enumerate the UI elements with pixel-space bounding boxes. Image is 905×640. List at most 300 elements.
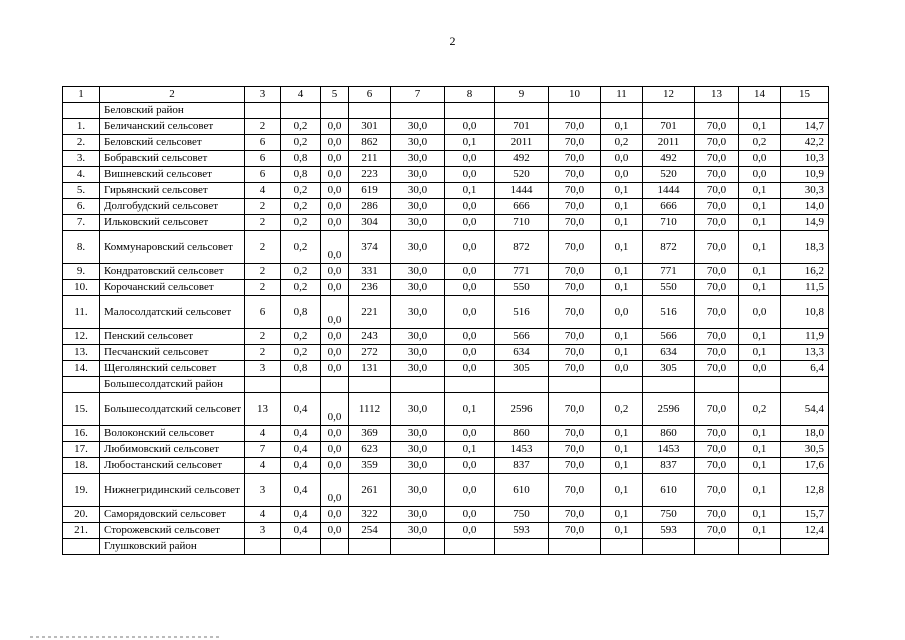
value-cell-col-11: 0,0 bbox=[601, 167, 643, 183]
value-cell-col-13: 70,0 bbox=[695, 264, 739, 280]
value-cell-col-10: 70,0 bbox=[549, 167, 601, 183]
value-cell-col-7: 30,0 bbox=[391, 264, 445, 280]
value-cell-col-6: 286 bbox=[349, 199, 391, 215]
table-row bbox=[63, 199, 829, 215]
empty-cell bbox=[391, 103, 445, 119]
value-cell-col-4: 0,8 bbox=[281, 167, 321, 183]
table-row bbox=[63, 215, 829, 231]
table-row bbox=[63, 345, 829, 361]
value-cell-col-11: 0,1 bbox=[601, 329, 643, 345]
column-header-11: 11 bbox=[601, 87, 643, 103]
table-row bbox=[63, 280, 829, 296]
column-header-6: 6 bbox=[349, 87, 391, 103]
value-cell-col-3: 3 bbox=[245, 523, 281, 539]
value-cell-col-5: 0,0 bbox=[321, 474, 349, 507]
value-cell-col-13: 70,0 bbox=[695, 458, 739, 474]
value-cell-col-11: 0,1 bbox=[601, 215, 643, 231]
empty-cell bbox=[695, 377, 739, 393]
empty-cell bbox=[391, 539, 445, 555]
value-cell-col-7: 30,0 bbox=[391, 215, 445, 231]
value-cell-col-14: 0,1 bbox=[739, 442, 781, 458]
value-cell-col-12: 860 bbox=[643, 426, 695, 442]
table-row bbox=[63, 151, 829, 167]
empty-cell bbox=[495, 377, 549, 393]
row-number-cell: 10. bbox=[63, 280, 100, 296]
value-cell-col-9: 771 bbox=[495, 264, 549, 280]
value-cell-col-13: 70,0 bbox=[695, 183, 739, 199]
value-cell-col-7: 30,0 bbox=[391, 523, 445, 539]
empty-cell bbox=[549, 377, 601, 393]
value-cell-col-3: 6 bbox=[245, 167, 281, 183]
value-cell-col-11: 0,2 bbox=[601, 135, 643, 151]
settlement-name: Нижнегридинский сельсовет bbox=[100, 474, 245, 507]
row-number-cell: 15. bbox=[63, 393, 100, 426]
district-section-row bbox=[63, 539, 829, 555]
settlement-name: Пенский сельсовет bbox=[100, 329, 245, 345]
value-cell-col-15: 14,7 bbox=[781, 119, 829, 135]
value-cell-col-7: 30,0 bbox=[391, 393, 445, 426]
row-number-cell: 19. bbox=[63, 474, 100, 507]
table-row bbox=[63, 523, 829, 539]
value-cell-col-4: 0,8 bbox=[281, 361, 321, 377]
value-cell-col-7: 30,0 bbox=[391, 345, 445, 361]
value-cell-col-6: 243 bbox=[349, 329, 391, 345]
value-cell-col-10: 70,0 bbox=[549, 135, 601, 151]
value-cell-col-12: 1444 bbox=[643, 183, 695, 199]
value-cell-col-10: 70,0 bbox=[549, 523, 601, 539]
column-header-12: 12 bbox=[643, 87, 695, 103]
value-cell-col-10: 70,0 bbox=[549, 458, 601, 474]
value-cell-col-3: 2 bbox=[245, 345, 281, 361]
value-cell-col-5: 0,0 bbox=[321, 426, 349, 442]
value-cell-col-9: 520 bbox=[495, 167, 549, 183]
value-cell-col-15: 12,8 bbox=[781, 474, 829, 507]
empty-cell bbox=[245, 103, 281, 119]
value-cell-col-5: 0,0 bbox=[321, 507, 349, 523]
value-cell-col-9: 710 bbox=[495, 215, 549, 231]
value-cell-col-6: 623 bbox=[349, 442, 391, 458]
empty-cell bbox=[643, 103, 695, 119]
value-cell-col-5: 0,0 bbox=[321, 442, 349, 458]
value-cell-col-13: 70,0 bbox=[695, 151, 739, 167]
value-cell-col-10: 70,0 bbox=[549, 199, 601, 215]
value-cell-col-13: 70,0 bbox=[695, 167, 739, 183]
value-cell-col-9: 634 bbox=[495, 345, 549, 361]
value-cell-col-12: 566 bbox=[643, 329, 695, 345]
row-number-cell: 6. bbox=[63, 199, 100, 215]
value-cell-col-8: 0,1 bbox=[445, 442, 495, 458]
value-cell-col-5: 0,0 bbox=[321, 264, 349, 280]
value-cell-col-13: 70,0 bbox=[695, 215, 739, 231]
settlement-name: Щеголянский сельсовет bbox=[100, 361, 245, 377]
value-cell-col-9: 2596 bbox=[495, 393, 549, 426]
value-cell-col-4: 0,2 bbox=[281, 280, 321, 296]
value-cell-col-12: 516 bbox=[643, 296, 695, 329]
value-cell-col-13: 70,0 bbox=[695, 426, 739, 442]
value-cell-col-14: 0,1 bbox=[739, 523, 781, 539]
row-number-cell: 16. bbox=[63, 426, 100, 442]
table-row bbox=[63, 231, 829, 264]
table-row bbox=[63, 426, 829, 442]
value-cell-col-6: 236 bbox=[349, 280, 391, 296]
empty-cell bbox=[739, 103, 781, 119]
value-cell-col-10: 70,0 bbox=[549, 183, 601, 199]
value-cell-col-4: 0,2 bbox=[281, 231, 321, 264]
empty-cell bbox=[321, 103, 349, 119]
value-cell-col-14: 0,1 bbox=[739, 474, 781, 507]
settlement-name: Коммунаровский сельсовет bbox=[100, 231, 245, 264]
value-cell-col-7: 30,0 bbox=[391, 199, 445, 215]
value-cell-col-12: 666 bbox=[643, 199, 695, 215]
value-cell-col-15: 10,3 bbox=[781, 151, 829, 167]
value-cell-col-7: 30,0 bbox=[391, 183, 445, 199]
value-cell-col-6: 322 bbox=[349, 507, 391, 523]
value-cell-col-6: 301 bbox=[349, 119, 391, 135]
row-number-cell: 8. bbox=[63, 231, 100, 264]
value-cell-col-4: 0,2 bbox=[281, 183, 321, 199]
value-cell-col-11: 0,1 bbox=[601, 345, 643, 361]
empty-cell bbox=[739, 539, 781, 555]
column-header-10: 10 bbox=[549, 87, 601, 103]
empty-cell bbox=[781, 539, 829, 555]
row-number-cell: 14. bbox=[63, 361, 100, 377]
value-cell-col-13: 70,0 bbox=[695, 361, 739, 377]
value-cell-col-10: 70,0 bbox=[549, 474, 601, 507]
empty-cell bbox=[549, 103, 601, 119]
value-cell-col-15: 30,5 bbox=[781, 442, 829, 458]
value-cell-col-7: 30,0 bbox=[391, 442, 445, 458]
value-cell-col-4: 0,4 bbox=[281, 458, 321, 474]
value-cell-col-15: 11,5 bbox=[781, 280, 829, 296]
table-row bbox=[63, 167, 829, 183]
empty-cell bbox=[391, 377, 445, 393]
table-row bbox=[63, 329, 829, 345]
settlement-name: Беличанский сельсовет bbox=[100, 119, 245, 135]
value-cell-col-15: 12,4 bbox=[781, 523, 829, 539]
district-section-row bbox=[63, 103, 829, 119]
value-cell-col-14: 0,1 bbox=[739, 329, 781, 345]
value-cell-col-5: 0,0 bbox=[321, 280, 349, 296]
value-cell-col-15: 14,9 bbox=[781, 215, 829, 231]
value-cell-col-7: 30,0 bbox=[391, 329, 445, 345]
value-cell-col-11: 0,1 bbox=[601, 231, 643, 264]
value-cell-col-6: 223 bbox=[349, 167, 391, 183]
value-cell-col-10: 70,0 bbox=[549, 329, 601, 345]
value-cell-col-13: 70,0 bbox=[695, 119, 739, 135]
value-cell-col-5: 0,0 bbox=[321, 119, 349, 135]
value-cell-col-12: 837 bbox=[643, 458, 695, 474]
value-cell-col-8: 0,0 bbox=[445, 329, 495, 345]
settlement-name: Кондратовский сельсовет bbox=[100, 264, 245, 280]
empty-cell bbox=[495, 539, 549, 555]
header-row bbox=[63, 87, 829, 103]
value-cell-col-14: 0,1 bbox=[739, 345, 781, 361]
value-cell-col-10: 70,0 bbox=[549, 264, 601, 280]
value-cell-col-4: 0,4 bbox=[281, 442, 321, 458]
value-cell-col-14: 0,1 bbox=[739, 215, 781, 231]
value-cell-col-9: 1444 bbox=[495, 183, 549, 199]
row-number-cell bbox=[63, 539, 100, 555]
value-cell-col-4: 0,4 bbox=[281, 507, 321, 523]
value-cell-col-8: 0,0 bbox=[445, 426, 495, 442]
value-cell-col-8: 0,0 bbox=[445, 345, 495, 361]
value-cell-col-6: 331 bbox=[349, 264, 391, 280]
empty-cell bbox=[445, 103, 495, 119]
district-section-row bbox=[63, 377, 829, 393]
value-cell-col-14: 0,1 bbox=[739, 231, 781, 264]
value-cell-col-11: 0,0 bbox=[601, 151, 643, 167]
value-cell-col-9: 566 bbox=[495, 329, 549, 345]
value-cell-col-7: 30,0 bbox=[391, 426, 445, 442]
value-cell-col-7: 30,0 bbox=[391, 474, 445, 507]
column-header-13: 13 bbox=[695, 87, 739, 103]
column-header-1: 1 bbox=[63, 87, 100, 103]
value-cell-col-3: 2 bbox=[245, 329, 281, 345]
empty-cell bbox=[643, 539, 695, 555]
value-cell-col-12: 872 bbox=[643, 231, 695, 264]
value-cell-col-13: 70,0 bbox=[695, 231, 739, 264]
value-cell-col-13: 70,0 bbox=[695, 280, 739, 296]
value-cell-col-12: 593 bbox=[643, 523, 695, 539]
value-cell-col-9: 610 bbox=[495, 474, 549, 507]
settlement-name: Бобравский сельсовет bbox=[100, 151, 245, 167]
column-header-15: 15 bbox=[781, 87, 829, 103]
value-cell-col-10: 70,0 bbox=[549, 507, 601, 523]
empty-cell bbox=[445, 539, 495, 555]
value-cell-col-4: 0,8 bbox=[281, 296, 321, 329]
value-cell-col-15: 11,9 bbox=[781, 329, 829, 345]
value-cell-col-8: 0,0 bbox=[445, 523, 495, 539]
value-cell-col-11: 0,1 bbox=[601, 119, 643, 135]
table-row bbox=[63, 361, 829, 377]
column-header-5: 5 bbox=[321, 87, 349, 103]
empty-cell bbox=[349, 103, 391, 119]
empty-cell bbox=[281, 377, 321, 393]
value-cell-col-14: 0,0 bbox=[739, 361, 781, 377]
value-cell-col-10: 70,0 bbox=[549, 393, 601, 426]
value-cell-col-15: 14,0 bbox=[781, 199, 829, 215]
value-cell-col-8: 0,0 bbox=[445, 231, 495, 264]
value-cell-col-14: 0,2 bbox=[739, 135, 781, 151]
value-cell-col-8: 0,0 bbox=[445, 458, 495, 474]
value-cell-col-12: 520 bbox=[643, 167, 695, 183]
empty-cell bbox=[695, 539, 739, 555]
value-cell-col-14: 0,1 bbox=[739, 507, 781, 523]
settlement-name: Песчанский сельсовет bbox=[100, 345, 245, 361]
value-cell-col-5: 0,0 bbox=[321, 183, 349, 199]
table-row bbox=[63, 393, 829, 426]
value-cell-col-4: 0,2 bbox=[281, 135, 321, 151]
value-cell-col-10: 70,0 bbox=[549, 119, 601, 135]
settlement-name: Волоконский сельсовет bbox=[100, 426, 245, 442]
settlement-name: Большесолдатский сельсовет bbox=[100, 393, 245, 426]
value-cell-col-3: 2 bbox=[245, 215, 281, 231]
value-cell-col-8: 0,0 bbox=[445, 296, 495, 329]
settlement-name: Сторожевский сельсовет bbox=[100, 523, 245, 539]
value-cell-col-3: 6 bbox=[245, 296, 281, 329]
value-cell-col-10: 70,0 bbox=[549, 361, 601, 377]
value-cell-col-15: 17,6 bbox=[781, 458, 829, 474]
row-number-cell: 13. bbox=[63, 345, 100, 361]
value-cell-col-14: 0,0 bbox=[739, 151, 781, 167]
row-number-cell bbox=[63, 103, 100, 119]
value-cell-col-9: 2011 bbox=[495, 135, 549, 151]
value-cell-col-10: 70,0 bbox=[549, 296, 601, 329]
value-cell-col-3: 4 bbox=[245, 507, 281, 523]
value-cell-col-8: 0,0 bbox=[445, 507, 495, 523]
value-cell-col-4: 0,4 bbox=[281, 474, 321, 507]
settlement-name: Ильковский сельсовет bbox=[100, 215, 245, 231]
empty-cell bbox=[601, 539, 643, 555]
settlement-name: Долгобудский сельсовет bbox=[100, 199, 245, 215]
value-cell-col-11: 0,1 bbox=[601, 183, 643, 199]
empty-cell bbox=[601, 377, 643, 393]
value-cell-col-5: 0,0 bbox=[321, 167, 349, 183]
value-cell-col-3: 6 bbox=[245, 135, 281, 151]
value-cell-col-3: 2 bbox=[245, 264, 281, 280]
value-cell-col-13: 70,0 bbox=[695, 442, 739, 458]
value-cell-col-3: 6 bbox=[245, 151, 281, 167]
value-cell-col-4: 0,4 bbox=[281, 426, 321, 442]
value-cell-col-10: 70,0 bbox=[549, 442, 601, 458]
value-cell-col-12: 610 bbox=[643, 474, 695, 507]
value-cell-col-15: 6,4 bbox=[781, 361, 829, 377]
row-number-cell: 5. bbox=[63, 183, 100, 199]
value-cell-col-7: 30,0 bbox=[391, 167, 445, 183]
value-cell-col-5: 0,0 bbox=[321, 393, 349, 426]
value-cell-col-14: 0,0 bbox=[739, 296, 781, 329]
value-cell-col-7: 30,0 bbox=[391, 507, 445, 523]
value-cell-col-6: 1112 bbox=[349, 393, 391, 426]
value-cell-col-3: 3 bbox=[245, 361, 281, 377]
value-cell-col-14: 0,1 bbox=[739, 199, 781, 215]
value-cell-col-10: 70,0 bbox=[549, 151, 601, 167]
value-cell-col-13: 70,0 bbox=[695, 135, 739, 151]
table-row bbox=[63, 119, 829, 135]
value-cell-col-5: 0,0 bbox=[321, 345, 349, 361]
value-cell-col-5: 0,0 bbox=[321, 458, 349, 474]
value-cell-col-4: 0,2 bbox=[281, 329, 321, 345]
value-cell-col-9: 872 bbox=[495, 231, 549, 264]
value-cell-col-6: 272 bbox=[349, 345, 391, 361]
settlement-name: Беловский сельсовет bbox=[100, 135, 245, 151]
value-cell-col-14: 0,2 bbox=[739, 393, 781, 426]
value-cell-col-6: 254 bbox=[349, 523, 391, 539]
table-row bbox=[63, 135, 829, 151]
value-cell-col-15: 16,2 bbox=[781, 264, 829, 280]
column-header-4: 4 bbox=[281, 87, 321, 103]
value-cell-col-3: 3 bbox=[245, 474, 281, 507]
value-cell-col-6: 619 bbox=[349, 183, 391, 199]
value-cell-col-5: 0,0 bbox=[321, 523, 349, 539]
value-cell-col-4: 0,8 bbox=[281, 151, 321, 167]
value-cell-col-8: 0,0 bbox=[445, 215, 495, 231]
value-cell-col-15: 42,2 bbox=[781, 135, 829, 151]
row-number-cell: 12. bbox=[63, 329, 100, 345]
value-cell-col-3: 2 bbox=[245, 231, 281, 264]
empty-cell bbox=[695, 103, 739, 119]
value-cell-col-8: 0,0 bbox=[445, 280, 495, 296]
column-header-7: 7 bbox=[391, 87, 445, 103]
value-cell-col-9: 860 bbox=[495, 426, 549, 442]
settlement-name: Любимовский сельсовет bbox=[100, 442, 245, 458]
value-cell-col-6: 359 bbox=[349, 458, 391, 474]
value-cell-col-11: 0,1 bbox=[601, 426, 643, 442]
value-cell-col-9: 550 bbox=[495, 280, 549, 296]
value-cell-col-11: 0,2 bbox=[601, 393, 643, 426]
value-cell-col-15: 18,3 bbox=[781, 231, 829, 264]
value-cell-col-11: 0,1 bbox=[601, 199, 643, 215]
value-cell-col-5: 0,0 bbox=[321, 215, 349, 231]
empty-cell bbox=[281, 103, 321, 119]
value-cell-col-3: 4 bbox=[245, 426, 281, 442]
empty-cell bbox=[643, 377, 695, 393]
value-cell-col-6: 374 bbox=[349, 231, 391, 264]
value-cell-col-13: 70,0 bbox=[695, 199, 739, 215]
empty-cell bbox=[445, 377, 495, 393]
value-cell-col-5: 0,0 bbox=[321, 151, 349, 167]
value-cell-col-9: 701 bbox=[495, 119, 549, 135]
value-cell-col-15: 10,9 bbox=[781, 167, 829, 183]
value-cell-col-12: 492 bbox=[643, 151, 695, 167]
empty-cell bbox=[349, 377, 391, 393]
row-number-cell: 7. bbox=[63, 215, 100, 231]
table-row bbox=[63, 474, 829, 507]
table-row bbox=[63, 296, 829, 329]
value-cell-col-8: 0,0 bbox=[445, 361, 495, 377]
column-header-14: 14 bbox=[739, 87, 781, 103]
value-cell-col-15: 18,0 bbox=[781, 426, 829, 442]
value-cell-col-6: 369 bbox=[349, 426, 391, 442]
value-cell-col-11: 0,1 bbox=[601, 280, 643, 296]
value-cell-col-15: 13,3 bbox=[781, 345, 829, 361]
value-cell-col-9: 837 bbox=[495, 458, 549, 474]
row-number-cell: 1. bbox=[63, 119, 100, 135]
district-name: Беловский район bbox=[100, 103, 245, 119]
value-cell-col-12: 1453 bbox=[643, 442, 695, 458]
value-cell-col-9: 593 bbox=[495, 523, 549, 539]
value-cell-col-9: 516 bbox=[495, 296, 549, 329]
value-cell-col-11: 0,1 bbox=[601, 474, 643, 507]
empty-cell bbox=[321, 377, 349, 393]
value-cell-col-10: 70,0 bbox=[549, 215, 601, 231]
value-cell-col-15: 54,4 bbox=[781, 393, 829, 426]
value-cell-col-5: 0,0 bbox=[321, 361, 349, 377]
value-cell-col-12: 771 bbox=[643, 264, 695, 280]
value-cell-col-4: 0,2 bbox=[281, 264, 321, 280]
value-cell-col-12: 2596 bbox=[643, 393, 695, 426]
value-cell-col-8: 0,0 bbox=[445, 167, 495, 183]
value-cell-col-14: 0,1 bbox=[739, 183, 781, 199]
value-cell-col-15: 30,3 bbox=[781, 183, 829, 199]
column-header-9: 9 bbox=[495, 87, 549, 103]
value-cell-col-13: 70,0 bbox=[695, 393, 739, 426]
value-cell-col-11: 0,1 bbox=[601, 523, 643, 539]
value-cell-col-8: 0,0 bbox=[445, 119, 495, 135]
value-cell-col-7: 30,0 bbox=[391, 151, 445, 167]
row-number-cell: 9. bbox=[63, 264, 100, 280]
value-cell-col-12: 701 bbox=[643, 119, 695, 135]
row-number-cell: 4. bbox=[63, 167, 100, 183]
value-cell-col-9: 750 bbox=[495, 507, 549, 523]
value-cell-col-8: 0,1 bbox=[445, 135, 495, 151]
empty-cell bbox=[349, 539, 391, 555]
value-cell-col-8: 0,0 bbox=[445, 199, 495, 215]
table-row bbox=[63, 507, 829, 523]
value-cell-col-7: 30,0 bbox=[391, 231, 445, 264]
table-row bbox=[63, 442, 829, 458]
value-cell-col-9: 305 bbox=[495, 361, 549, 377]
